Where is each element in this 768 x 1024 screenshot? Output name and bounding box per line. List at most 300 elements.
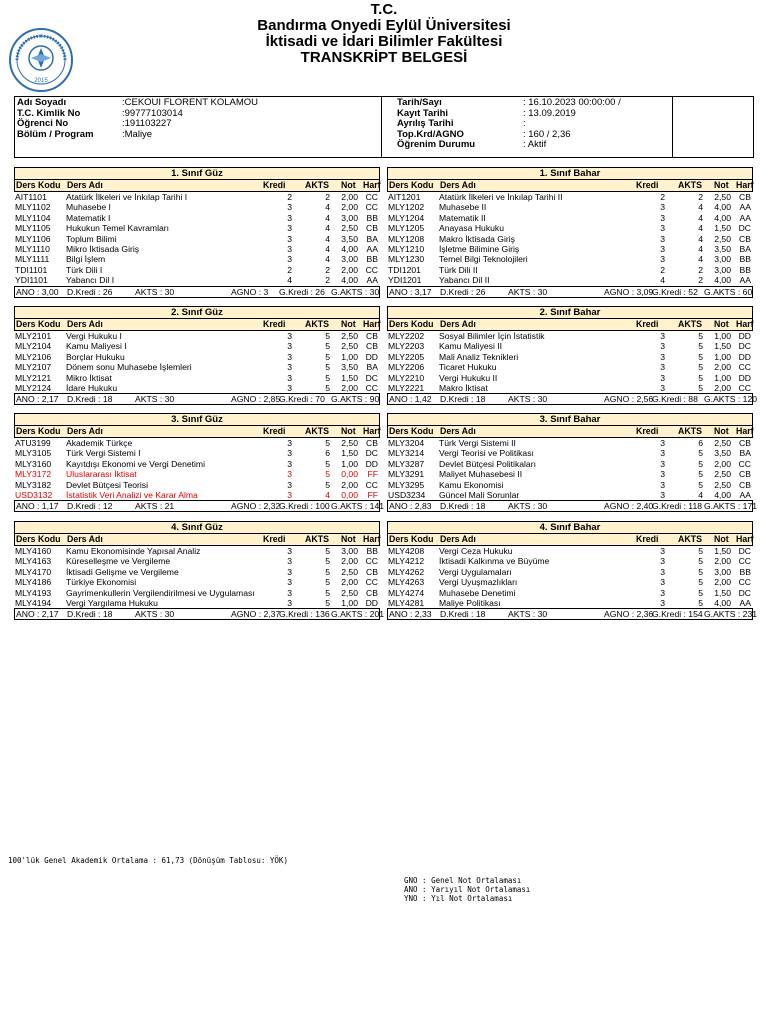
- semester-summary: [14, 393, 380, 405]
- course-grade: 1,50: [714, 223, 731, 234]
- course-row: [14, 192, 380, 202]
- col-code-header: Ders Kodu: [389, 180, 434, 190]
- course-code: MLY2106: [15, 351, 52, 362]
- course-credit: 3: [660, 351, 665, 362]
- course-name: İktisadi Kalkınma ve Büyüme: [439, 556, 550, 567]
- course-credit: 3: [660, 233, 665, 244]
- course-letter: CC: [738, 458, 751, 469]
- col-name-header: Ders Adı: [67, 426, 103, 436]
- course-row: [387, 213, 753, 223]
- course-grade: 1,50: [714, 341, 731, 352]
- summary-agno: AGNO : 3: [231, 286, 269, 297]
- tc-label: T.C. Kimlik No: [17, 107, 81, 119]
- document-header: [0, 2, 768, 66]
- course-grade: 2,50: [341, 341, 358, 352]
- course-credit: 3: [660, 382, 665, 393]
- course-letter: DC: [365, 448, 378, 459]
- registration-date: : 13.09.2019: [523, 107, 576, 119]
- course-code: MLY2202: [388, 331, 425, 341]
- course-code: MLY3295: [388, 479, 425, 490]
- col-letter-header: Harf: [363, 319, 381, 329]
- course-letter: DD: [738, 331, 751, 341]
- semester-block: [14, 306, 380, 405]
- course-grade: 4,00: [714, 597, 731, 608]
- column-header-row: [387, 180, 753, 192]
- col-credit-header: Kredi: [263, 319, 286, 329]
- course-akts: 5: [325, 469, 330, 480]
- semester-title: 2. Sınıf Bahar: [387, 306, 753, 319]
- course-code: MLY2121: [15, 372, 52, 383]
- course-name: Makro İktisat: [439, 382, 488, 393]
- course-letter: BA: [366, 233, 378, 244]
- semester-summary: [14, 500, 385, 512]
- course-name: Türk Dili II: [439, 264, 478, 275]
- col-akts-header: AKTS: [678, 426, 702, 436]
- course-row: [14, 373, 380, 383]
- course-credit: 3: [287, 479, 292, 490]
- course-name: Kamu Ekonomisi: [439, 479, 504, 490]
- course-akts: 2: [325, 264, 330, 275]
- col-credit-header: Kredi: [263, 534, 286, 544]
- course-letter: DC: [738, 223, 751, 234]
- course-akts: 5: [325, 479, 330, 490]
- course-credit: 3: [660, 556, 665, 567]
- course-credit: 3: [287, 382, 292, 393]
- col-code-header: Ders Kodu: [389, 319, 434, 329]
- course-akts: 4: [698, 243, 703, 254]
- course-credit: 2: [660, 264, 665, 275]
- course-row: [14, 234, 380, 244]
- summary-gkredi: G.Kredi : 88: [652, 394, 698, 405]
- course-grade: 1,50: [714, 546, 731, 556]
- student-name: :CEKOUI FLORENT KOLAMOU: [122, 97, 259, 108]
- semester-title: 4. Sınıf Bahar: [387, 521, 753, 534]
- course-name: Anayasa Hukuku: [439, 223, 504, 234]
- course-row: [14, 223, 380, 233]
- course-name: Maliye Politikası: [439, 597, 501, 608]
- course-code: MLY3160: [15, 458, 52, 469]
- course-credit: 3: [287, 597, 292, 608]
- course-row: [14, 362, 380, 372]
- course-grade: 2,00: [341, 577, 358, 588]
- course-list: [14, 546, 380, 608]
- summary-gkredi: G.Kredi : 26: [279, 286, 325, 297]
- course-grade: 2,50: [714, 438, 731, 448]
- course-credit: 4: [660, 275, 665, 286]
- course-credit: 3: [287, 233, 292, 244]
- course-akts: 4: [325, 489, 330, 500]
- course-grade: 2,50: [714, 479, 731, 490]
- course-credit: 3: [660, 254, 665, 265]
- course-name: Devlet Bütçesi Teorisi: [66, 479, 148, 490]
- summary-dkredi: D.Kredi : 26: [67, 286, 113, 297]
- course-code: MLY1104: [15, 212, 51, 223]
- course-name: Matematik I: [66, 212, 111, 223]
- col-letter-header: Harf: [736, 319, 754, 329]
- course-letter: BA: [739, 243, 751, 254]
- course-grade: 2,00: [341, 192, 358, 202]
- col-grade-header: Not: [341, 180, 356, 190]
- course-name: Vergi Uyuşmazlıkları: [439, 577, 518, 588]
- course-code: TDI1101: [15, 264, 48, 275]
- course-letter: CC: [738, 577, 751, 588]
- course-akts: 5: [698, 331, 703, 341]
- col-credit-header: Kredi: [263, 180, 286, 190]
- course-row: [14, 331, 380, 341]
- course-akts: 5: [325, 362, 330, 373]
- course-code: MLY4160: [15, 546, 52, 556]
- course-akts: 6: [698, 438, 703, 448]
- course-credit: 3: [287, 587, 292, 598]
- summary-akts: AKTS : 30: [508, 609, 548, 620]
- course-name: İktisadi Gelişme ve Vergileme: [66, 566, 179, 577]
- column-header-row: [14, 180, 380, 192]
- course-akts: 5: [698, 458, 703, 469]
- summary-ano: ANO : 1,42: [389, 394, 432, 405]
- semester-block: [14, 413, 385, 512]
- course-row: [387, 480, 753, 490]
- course-akts: 5: [698, 382, 703, 393]
- course-code: TDI1201: [388, 264, 421, 275]
- col-grade-header: Not: [714, 534, 729, 544]
- semester-summary: [387, 286, 753, 298]
- course-akts: 5: [698, 577, 703, 588]
- course-name: Yabancı Dil II: [439, 275, 490, 286]
- university-logo: [8, 27, 74, 93]
- course-list: [14, 331, 380, 393]
- summary-dkredi: D.Kredi : 12: [67, 501, 113, 512]
- course-akts: 2: [325, 275, 330, 286]
- course-letter: DD: [738, 372, 751, 383]
- summary-agno: AGNO : 2,40: [604, 501, 654, 512]
- summary-agno: AGNO : 2,36: [604, 609, 654, 620]
- course-row: [14, 341, 380, 351]
- course-letter: CB: [366, 438, 378, 448]
- course-list: [387, 331, 753, 393]
- course-code: MLY1204: [388, 212, 425, 223]
- course-credit: 3: [287, 362, 292, 373]
- course-grade: 2,00: [341, 382, 358, 393]
- course-akts: 5: [698, 546, 703, 556]
- course-code: MLY2107: [15, 362, 52, 373]
- summary-agno: AGNO : 2,37: [231, 609, 281, 620]
- course-row: [14, 352, 380, 362]
- course-row: [387, 469, 753, 479]
- course-letter: CC: [738, 556, 751, 567]
- course-credit: 3: [287, 351, 292, 362]
- col-grade-header: Not: [714, 319, 729, 329]
- course-code: MLY4208: [388, 546, 425, 556]
- summary-ano: ANO : 2,33: [389, 609, 432, 620]
- course-code: MLY1202: [388, 202, 425, 213]
- course-code: MLY2124: [15, 382, 52, 393]
- course-name: Bilgi İşlem: [66, 254, 106, 265]
- course-credit: 3: [287, 243, 292, 254]
- course-code: MLY1106: [15, 233, 51, 244]
- summary-akts: AKTS : 30: [135, 609, 175, 620]
- course-row: [14, 480, 380, 490]
- course-akts: 5: [325, 577, 330, 588]
- course-name: Kamu Maliyesi I: [66, 341, 127, 352]
- summary-gkredi: G.Kredi : 70: [279, 394, 325, 405]
- course-akts: 5: [325, 341, 330, 352]
- course-akts: 4: [698, 223, 703, 234]
- course-name: Yabancı Dil I: [66, 275, 115, 286]
- col-akts-header: AKTS: [678, 319, 702, 329]
- summary-gakts: G.AKTS : 141: [331, 501, 385, 512]
- course-code: MLY2104: [15, 341, 52, 352]
- course-row: [387, 202, 753, 212]
- course-code: MLY4262: [388, 566, 425, 577]
- course-code: MLY3287: [388, 458, 425, 469]
- course-row: [387, 192, 753, 202]
- course-grade: 2,00: [341, 202, 358, 213]
- column-header-row: [387, 534, 753, 546]
- course-row: [387, 577, 753, 587]
- course-grade: 1,00: [714, 331, 731, 341]
- course-row: [387, 244, 753, 254]
- summary-gakts: G.AKTS : 171: [704, 501, 758, 512]
- student-info-box: [14, 96, 754, 158]
- course-name: Türk Dili I: [66, 264, 103, 275]
- col-akts-header: AKTS: [305, 426, 329, 436]
- summary-gkredi: G.Kredi : 136: [279, 609, 330, 620]
- course-name: Kayıtdışı Ekonomi ve Vergi Denetimi: [66, 458, 205, 469]
- course-grade: 2,00: [714, 577, 731, 588]
- semester-title: 1. Sınıf Bahar: [387, 167, 753, 180]
- legend-ano: ANO : Yarıyıl Not Ortalaması: [404, 885, 531, 894]
- course-akts: 5: [698, 597, 703, 608]
- course-letter: CB: [739, 233, 751, 244]
- course-row: [387, 490, 753, 500]
- course-grade: 1,00: [714, 372, 731, 383]
- col-credit-header: Kredi: [636, 534, 659, 544]
- course-row: [14, 459, 380, 469]
- course-akts: 2: [698, 192, 703, 202]
- course-grade: 3,00: [341, 254, 358, 265]
- summary-gkredi: G.Kredi : 52: [652, 286, 698, 297]
- course-code: MLY4193: [15, 587, 52, 598]
- course-akts: 4: [698, 254, 703, 265]
- summary-dkredi: D.Kredi : 18: [440, 609, 486, 620]
- course-code: MLY4186: [15, 577, 52, 588]
- course-letter: CC: [365, 264, 378, 275]
- course-code: AIT1201: [388, 192, 421, 202]
- col-credit-header: Kredi: [636, 319, 659, 329]
- course-grade: 1,00: [341, 458, 358, 469]
- course-row: [387, 556, 753, 566]
- course-code: MLY4194: [15, 597, 52, 608]
- semester-title: 3. Sınıf Bahar: [387, 413, 753, 426]
- course-name: Atatürk İlkeleri ve İnkılap Tarihi I: [66, 192, 188, 202]
- course-row: [387, 438, 753, 448]
- course-code: YDI1201: [388, 275, 422, 286]
- course-credit: 3: [660, 587, 665, 598]
- legend-yno: YNO : Yıl Not Ortalaması: [404, 894, 513, 903]
- summary-ano: ANO : 3,00: [16, 286, 59, 297]
- tc-number: :99777103014: [122, 107, 183, 119]
- university-name: Bandırma Onyedi Eylül Üniversitesi: [257, 17, 511, 34]
- course-letter: CB: [366, 566, 378, 577]
- course-akts: 4: [325, 233, 330, 244]
- course-grade: 2,50: [341, 566, 358, 577]
- course-letter: CC: [365, 577, 378, 588]
- course-row: [14, 383, 380, 393]
- col-code-header: Ders Kodu: [16, 319, 61, 329]
- course-credit: 3: [660, 202, 665, 213]
- course-akts: 5: [698, 566, 703, 577]
- semester-title: 3. Sınıf Güz: [14, 413, 380, 426]
- course-letter: CC: [738, 382, 751, 393]
- course-credit: 3: [660, 597, 665, 608]
- course-code: MLY1208: [388, 233, 425, 244]
- course-credit: 3: [287, 212, 292, 223]
- summary-gakts: G.AKTS : 201: [331, 609, 385, 620]
- course-grade: 3,00: [341, 212, 358, 223]
- summary-gakts: G.AKTS : 60: [704, 286, 753, 297]
- course-row: [14, 244, 380, 254]
- course-credit: 3: [287, 566, 292, 577]
- course-grade: 2,50: [341, 587, 358, 598]
- summary-ano: ANO : 2,83: [389, 501, 432, 512]
- col-grade-header: Not: [341, 426, 356, 436]
- course-akts: 4: [325, 212, 330, 223]
- course-row: [387, 331, 753, 341]
- course-akts: 5: [325, 438, 330, 448]
- course-credit: 3: [287, 254, 292, 265]
- course-credit: 3: [660, 223, 665, 234]
- semester-summary: [387, 393, 758, 405]
- course-row: [14, 577, 380, 587]
- course-credit: 3: [660, 458, 665, 469]
- course-code: MLY2210: [388, 372, 425, 383]
- course-row: [387, 383, 753, 393]
- course-name: Vergi Uygulamaları: [439, 566, 512, 577]
- course-akts: 4: [325, 254, 330, 265]
- course-credit: 3: [660, 577, 665, 588]
- course-code: MLY3182: [15, 479, 52, 490]
- course-grade: 1,50: [341, 448, 358, 459]
- semester-summary: [387, 608, 758, 620]
- course-letter: CB: [366, 587, 378, 598]
- course-letter: CC: [365, 202, 378, 213]
- course-credit: 3: [287, 546, 292, 556]
- course-name: Toplum Bilimi: [66, 233, 117, 244]
- course-name: Mikro İktisat: [66, 372, 112, 383]
- legend-gno: GNO : Genel Not Ortalaması: [404, 876, 522, 885]
- course-name: Kamu Maliyesi II: [439, 341, 503, 352]
- semester-title: 2. Sınıf Güz: [14, 306, 380, 319]
- course-credit: 3: [660, 212, 665, 223]
- course-akts: 5: [698, 587, 703, 598]
- course-row: [14, 588, 380, 598]
- course-letter: DC: [365, 372, 378, 383]
- course-code: MLY4170: [15, 566, 52, 577]
- course-name: Uluslararası İktisat: [66, 469, 137, 480]
- col-name-header: Ders Adı: [440, 534, 476, 544]
- summary-dkredi: D.Kredi : 18: [440, 394, 486, 405]
- education-status: : Aktif: [523, 139, 547, 150]
- semester-block: [14, 521, 385, 620]
- course-grade: 2,00: [341, 264, 358, 275]
- course-letter: CC: [365, 556, 378, 567]
- course-grade: 3,00: [714, 264, 731, 275]
- course-code: AIT1101: [15, 192, 47, 202]
- summary-gkredi: G.Kredi : 100: [279, 501, 330, 512]
- course-letter: CC: [365, 382, 378, 393]
- course-grade: 2,00: [714, 458, 731, 469]
- course-letter: DD: [365, 458, 378, 469]
- course-name: Muhasebe Denetimi: [439, 587, 516, 598]
- semester-summary: [387, 500, 758, 512]
- course-name: Sosyal Bilimler İçin İstatistik: [439, 331, 545, 341]
- course-credit: 3: [287, 577, 292, 588]
- course-akts: 5: [325, 382, 330, 393]
- course-grade: 4,00: [341, 243, 358, 254]
- course-name: İstatistik Veri Analizi ve Karar Alma: [66, 489, 198, 500]
- course-grade: 2,50: [714, 192, 731, 202]
- course-grade: 2,50: [714, 469, 731, 480]
- course-credit: 3: [660, 331, 665, 341]
- course-code: MLY2221: [388, 382, 425, 393]
- course-grade: 3,50: [341, 233, 358, 244]
- course-grade: 2,50: [341, 331, 358, 341]
- course-credit: 3: [287, 469, 292, 480]
- semester-block: [387, 413, 758, 512]
- course-name: Muhasebe I: [66, 202, 111, 213]
- col-name-header: Ders Adı: [67, 534, 103, 544]
- col-name-header: Ders Adı: [67, 319, 103, 329]
- course-letter: CC: [738, 362, 751, 373]
- name-label: Adı Soyadı: [17, 97, 67, 108]
- course-code: MLY4263: [388, 577, 425, 588]
- col-akts-header: AKTS: [678, 180, 702, 190]
- course-row: [14, 202, 380, 212]
- course-name: Vergi Yargılama Hukuku: [66, 597, 158, 608]
- col-code-header: Ders Kodu: [389, 426, 434, 436]
- course-credit: 3: [660, 546, 665, 556]
- leave-date: :: [523, 118, 526, 129]
- course-letter: BA: [739, 448, 751, 459]
- date-label: Tarih/Sayı: [397, 97, 442, 108]
- course-grade: 4,00: [714, 212, 731, 223]
- course-letter: DC: [738, 587, 751, 598]
- course-grade: 3,50: [341, 362, 358, 373]
- semester-summary: [14, 608, 385, 620]
- course-grade: 1,50: [341, 372, 358, 383]
- col-grade-header: Not: [714, 180, 729, 190]
- course-letter: CB: [739, 469, 751, 480]
- course-code: MLY4281: [388, 597, 425, 608]
- course-list: [387, 438, 753, 500]
- course-code: MLY1230: [388, 254, 425, 265]
- course-row: [387, 567, 753, 577]
- course-credit: 3: [660, 362, 665, 373]
- course-code: MLY2206: [388, 362, 425, 373]
- summary-gakts: G.AKTS : 30: [331, 286, 380, 297]
- course-akts: 4: [698, 202, 703, 213]
- course-credit: 3: [287, 489, 292, 500]
- col-code-header: Ders Kodu: [16, 426, 61, 436]
- course-row: [387, 448, 753, 458]
- course-code: MLY4274: [388, 587, 425, 598]
- summary-ano: ANO : 2,17: [16, 394, 59, 405]
- course-code: MLY1210: [388, 243, 425, 254]
- course-credit: 2: [287, 192, 292, 202]
- course-grade: 3,00: [341, 546, 358, 556]
- course-row: [14, 556, 380, 566]
- course-akts: 2: [698, 264, 703, 275]
